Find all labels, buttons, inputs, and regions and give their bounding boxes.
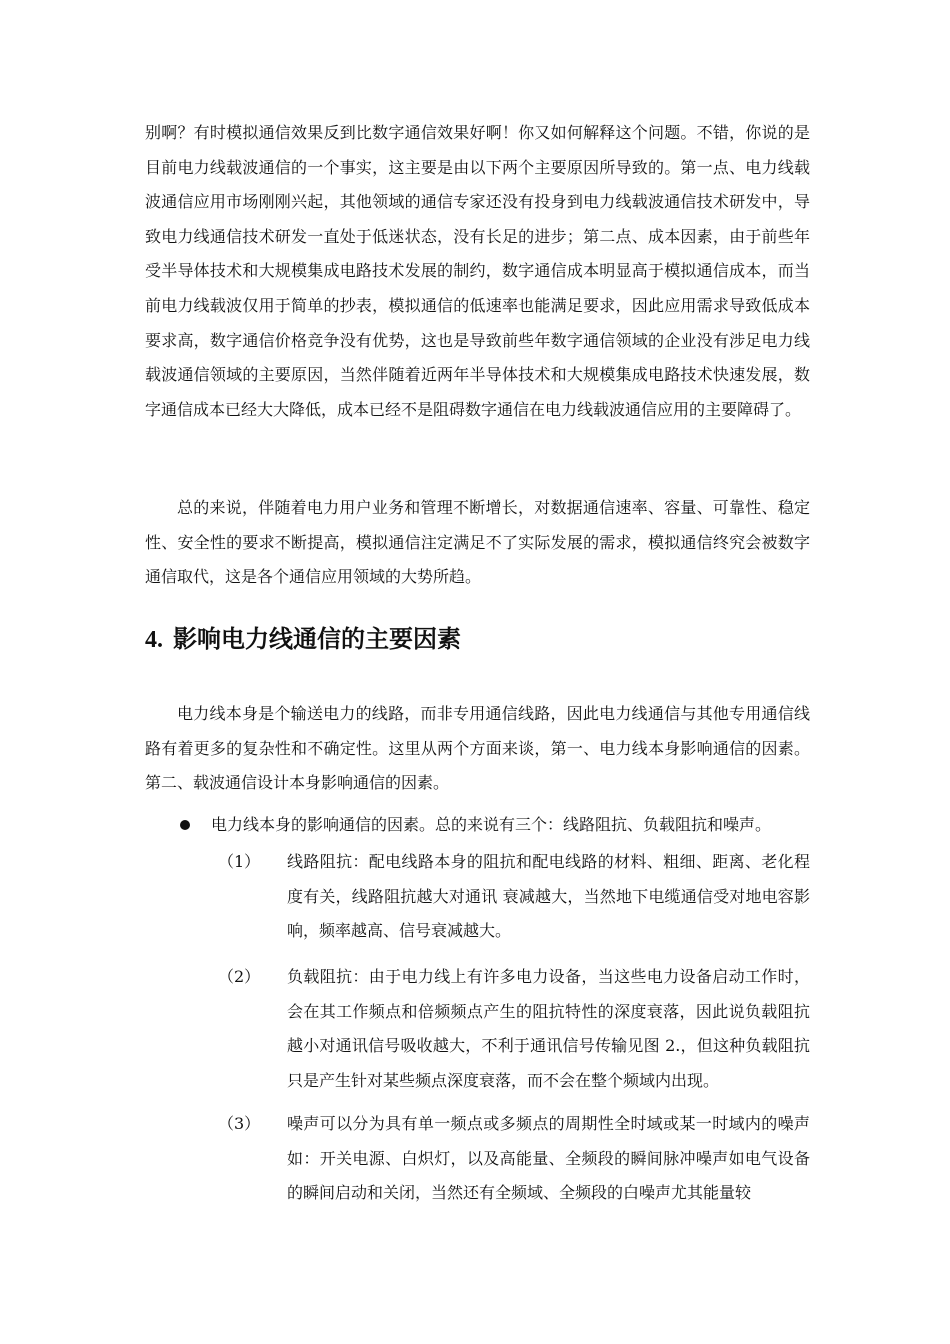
list-item-text: 线路阻抗：配电线路本身的阻抗和配电线路的材料、粗细、距离、老化程度有关，线路阻抗越大对通讯 衰减越大，当然地下电缆通信受对地电容影响，频率越高、信号衰减越大。 <box>287 852 810 941</box>
list-item-number: （1） <box>218 852 261 871</box>
body-paragraph-continued: 别啊？有时模拟通信效果反到比数字通信效果好啊！你又如何解释这个问题。不错，你说的是目前电力线载波通信的一个事实，这主要是由以下两个主要原因所导致的。第一点、电力线载波通信应用市场刚刚兴起，其他领域的通信专家还没有投身到电力线载波通信技术研发中，导致电力线通信技术研发一直处于低迷状态，没有长足的进步；第二点、成本因素，由于前些年受半导体技术和大规模集成电路技术发展的制约，数字通信成本明显高于模拟通信成本，而当前电力线载波仅用于简单的抄表，模拟通信的低速率也能满足要求，因此应用需求导致低成本要求高，数字通信价格竞争没有优势，这也是导致前些年数字通信领域的企业没有涉足电力线载波通信领域的主要原因，当然伴随着近两年半导体技术和大规模集成电路技术快速发展，数字通信成本已经大大降低，成本已经不是阻碍数字通信在电力线载波通信应用的主要障碍了。 <box>145 123 810 419</box>
list-item-text: 负载阻抗：由于电力线上有许多电力设备，当这些电力设备启动工作时，会在其工作频点和倍频频点产生的阻抗特性的深度衰落，因此说负载阻抗越小对通讯信号吸收越大，不利于通讯信号传输见图 2.，但这种负载阻抗只是产生针对某些频点深度衰落，而不会在整个频域内出现。 <box>287 967 810 1090</box>
body-paragraph-summary: 总的来说，伴随着电力用户业务和管理不断增长，对数据通信速率、容量、可靠性、稳定性、安全性的要求不断提高，模拟通信注定满足不了实际发展的需求，模拟通信终究会被数字通信取代，这是各个通信应用领域的大势所趋。 <box>145 498 810 587</box>
bullet-dot-icon <box>180 820 190 830</box>
list-item-number: （2） <box>218 967 261 986</box>
list-item-number: （3） <box>218 1114 261 1133</box>
section-title: 影响电力线通信的主要因素 <box>173 624 461 653</box>
section-heading <box>145 619 810 660</box>
body-paragraph-intro: 电力线本身是个输送电力的线路，而非专用通信线路，因此电力线通信与其他专用通信线路有着更多的复杂性和不确定性。这里从两个方面来谈，第一、电力线本身影响通信的因素。第二、载波通信设计本身影响通信的因素。 <box>145 704 810 793</box>
list-item-text: 噪声可以分为具有单一频点或多频点的周期性全时域或某一时域内的噪声如：开关电源、白炽灯，以及高能量、全频段的瞬间脉冲噪声如电气设备的瞬间启动和关闭，当然还有全频域、全频段的白噪声尤其能量较 <box>287 1114 810 1203</box>
section-number: 4. <box>145 627 163 653</box>
bullet-text: 电力线本身的影响通信的因素。总的来说有三个：线路阻抗、负载阻抗和噪声。 <box>211 815 772 834</box>
